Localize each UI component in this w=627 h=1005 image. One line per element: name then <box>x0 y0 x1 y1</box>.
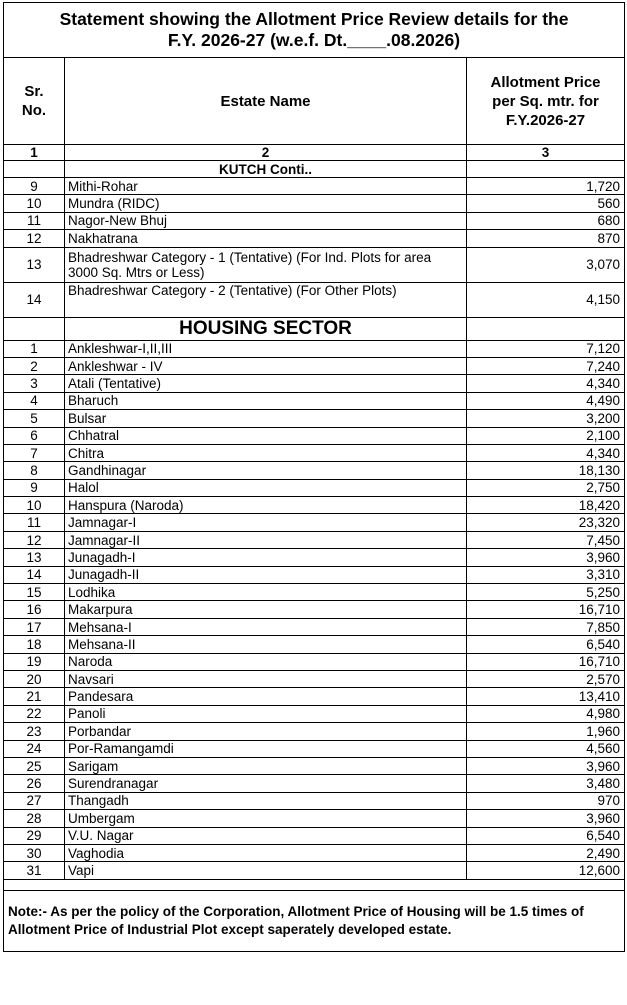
estate-name-cell: Nagor-New Bhuj <box>65 212 467 229</box>
sr-no-cell: 9 <box>4 178 65 195</box>
kutch-estate-row <box>4 230 625 247</box>
estate-name-cell: Surendranagar <box>65 775 467 792</box>
housing-estate-row <box>4 618 625 635</box>
sr-no-cell: 15 <box>4 584 65 601</box>
allotment-price-cell: 2,570 <box>467 670 625 687</box>
kutch-section-row <box>4 161 625 178</box>
allotment-price-cell: 7,240 <box>467 357 625 374</box>
estate-name-cell: Navsari <box>65 670 467 687</box>
housing-estate-row <box>4 827 625 844</box>
allotment-price-cell: 2,750 <box>467 479 625 496</box>
sr-no-cell: 11 <box>4 212 65 229</box>
sr-no-cell: 31 <box>4 862 65 879</box>
allotment-price-cell: 5,250 <box>467 584 625 601</box>
sr-no-cell: 20 <box>4 670 65 687</box>
housing-estate-row <box>4 340 625 357</box>
estate-name-cell: Mehsana-I <box>65 618 467 635</box>
estate-name-cell: Thangadh <box>65 792 467 809</box>
document-page <box>3 2 624 952</box>
estate-name-cell: Panoli <box>65 705 467 722</box>
allotment-price-cell: 13,410 <box>467 688 625 705</box>
allotment-price-table <box>3 2 625 952</box>
housing-section-label: HOUSING SECTOR <box>65 317 467 340</box>
housing-estate-row <box>4 479 625 496</box>
housing-estate-row <box>4 566 625 583</box>
sr-no-cell: 10 <box>4 497 65 514</box>
housing-estate-row <box>4 462 625 479</box>
allotment-price-cell: 18,420 <box>467 497 625 514</box>
allotment-price-cell: 1,720 <box>467 178 625 195</box>
kutch-estate-row <box>4 178 625 195</box>
estate-name-cell: V.U. Nagar <box>65 827 467 844</box>
estate-name-cell: Vaghodia <box>65 844 467 861</box>
allotment-price-cell: 3,200 <box>467 410 625 427</box>
estate-name-cell: Junagadh-II <box>65 566 467 583</box>
allotment-price-cell: 3,070 <box>467 247 625 282</box>
estate-name-cell: Hanspura (Naroda) <box>65 497 467 514</box>
allotment-price-cell: 16,710 <box>467 601 625 618</box>
sr-no-cell: 25 <box>4 757 65 774</box>
estate-name-cell: Gandhinagar <box>65 462 467 479</box>
sr-no-cell: 22 <box>4 705 65 722</box>
spacer-row <box>4 879 625 890</box>
header-allotment-price: Allotment Price per Sq. mtr. for F.Y.2026-27 <box>467 58 625 145</box>
estate-name-cell: Mundra (RIDC) <box>65 195 467 212</box>
estate-name-cell: Jamnagar-I <box>65 514 467 531</box>
sr-no-cell: 13 <box>4 247 65 282</box>
housing-estate-row <box>4 392 625 409</box>
header-estate-name: Estate Name <box>65 58 467 145</box>
allotment-price-cell: 2,490 <box>467 844 625 861</box>
column-number-row <box>4 145 625 161</box>
sr-no-cell: 17 <box>4 618 65 635</box>
housing-section-row <box>4 317 625 340</box>
kutch-estate-row <box>4 195 625 212</box>
estate-name-cell: Chitra <box>65 444 467 461</box>
housing-estate-row <box>4 688 625 705</box>
kutch-estate-row <box>4 247 625 282</box>
estate-name-cell: Umbergam <box>65 810 467 827</box>
allotment-price-cell: 870 <box>467 230 625 247</box>
estate-name-cell: Bharuch <box>65 392 467 409</box>
document-title <box>4 3 625 58</box>
kutch-section-label: KUTCH Conti.. <box>65 161 467 178</box>
estate-name-cell: Vapi <box>65 862 467 879</box>
allotment-price-cell: 6,540 <box>467 827 625 844</box>
allotment-price-cell: 3,480 <box>467 775 625 792</box>
housing-estate-row <box>4 653 625 670</box>
allotment-price-cell: 3,960 <box>467 757 625 774</box>
housing-estate-row <box>4 410 625 427</box>
housing-estate-row <box>4 740 625 757</box>
sr-no-cell: 14 <box>4 566 65 583</box>
housing-estate-row <box>4 792 625 809</box>
sr-no-cell: 5 <box>4 410 65 427</box>
title-line-2: F.Y. 2026-27 (w.e.f. Dt.____.08.2026) <box>167 30 461 50</box>
sr-no-cell: 2 <box>4 357 65 374</box>
estate-name-cell: Bulsar <box>65 410 467 427</box>
sr-no-cell: 8 <box>4 462 65 479</box>
sr-no-cell: 4 <box>4 392 65 409</box>
allotment-price-cell: 7,120 <box>467 340 625 357</box>
estate-name-cell: Ankleshwar-I,II,III <box>65 340 467 357</box>
sr-no-cell: 13 <box>4 549 65 566</box>
allotment-price-cell: 3,310 <box>467 566 625 583</box>
estate-name-cell: Nakhatrana <box>65 230 467 247</box>
estate-name-cell: Mithi-Rohar <box>65 178 467 195</box>
allotment-price-cell: 18,130 <box>467 462 625 479</box>
housing-estate-row <box>4 584 625 601</box>
housing-estate-row <box>4 810 625 827</box>
housing-estate-row <box>4 375 625 392</box>
allotment-price-cell: 12,600 <box>467 862 625 879</box>
sr-no-cell: 18 <box>4 636 65 653</box>
column-number-1: 1 <box>4 145 65 161</box>
header-sr-no: Sr. No. <box>4 58 65 145</box>
note-row <box>4 890 625 951</box>
sr-no-cell: 10 <box>4 195 65 212</box>
estate-name-cell: Halol <box>65 479 467 496</box>
sr-no-cell: 12 <box>4 531 65 548</box>
estate-name-cell: Bhadreshwar Category - 1 (Tentative) (For Ind. Plots for area 3000 Sq. Mtrs or Less) <box>65 247 467 282</box>
allotment-price-cell: 7,450 <box>467 531 625 548</box>
sr-no-cell: 26 <box>4 775 65 792</box>
estate-name-cell: Pandesara <box>65 688 467 705</box>
allotment-price-cell: 1,960 <box>467 723 625 740</box>
estate-name-cell: Naroda <box>65 653 467 670</box>
sr-no-cell: 30 <box>4 844 65 861</box>
housing-estate-row <box>4 549 625 566</box>
estate-name-cell: Jamnagar-II <box>65 531 467 548</box>
estate-name-cell: Ankleshwar - IV <box>65 357 467 374</box>
housing-estate-row <box>4 862 625 879</box>
allotment-price-cell: 4,980 <box>467 705 625 722</box>
allotment-price-cell: 16,710 <box>467 653 625 670</box>
sr-no-cell: 21 <box>4 688 65 705</box>
sr-no-cell: 14 <box>4 282 65 317</box>
allotment-price-cell: 7,850 <box>467 618 625 635</box>
housing-estate-row <box>4 636 625 653</box>
sr-no-cell: 27 <box>4 792 65 809</box>
estate-name-cell: Porbandar <box>65 723 467 740</box>
title-line-1: Statement showing the Allotment Price Review details for the <box>59 9 569 29</box>
sr-no-cell: 1 <box>4 340 65 357</box>
kutch-estate-row <box>4 282 625 317</box>
kutch-estate-row <box>4 212 625 229</box>
estate-name-cell: Chhatral <box>65 427 467 444</box>
column-number-2: 2 <box>65 145 467 161</box>
header-row <box>4 58 625 145</box>
sr-no-cell: 11 <box>4 514 65 531</box>
housing-estate-row <box>4 775 625 792</box>
housing-estate-row <box>4 844 625 861</box>
allotment-price-cell: 3,960 <box>467 549 625 566</box>
sr-no-cell: 7 <box>4 444 65 461</box>
allotment-price-cell: 2,100 <box>467 427 625 444</box>
estate-name-cell: Mehsana-II <box>65 636 467 653</box>
housing-estate-row <box>4 601 625 618</box>
sr-no-cell: 19 <box>4 653 65 670</box>
housing-estate-row <box>4 427 625 444</box>
housing-estate-row <box>4 497 625 514</box>
sr-no-cell: 6 <box>4 427 65 444</box>
estate-name-cell: Makarpura <box>65 601 467 618</box>
column-number-3: 3 <box>467 145 625 161</box>
sr-no-cell: 12 <box>4 230 65 247</box>
sr-no-cell: 28 <box>4 810 65 827</box>
estate-name-cell: Por-Ramangamdi <box>65 740 467 757</box>
allotment-price-cell: 4,150 <box>467 282 625 317</box>
estate-name-cell: Junagadh-I <box>65 549 467 566</box>
housing-estate-row <box>4 723 625 740</box>
title-row <box>4 3 625 58</box>
sr-no-cell: 16 <box>4 601 65 618</box>
estate-name-cell: Atali (Tentative) <box>65 375 467 392</box>
allotment-price-cell: 680 <box>467 212 625 229</box>
housing-estate-row <box>4 670 625 687</box>
housing-estate-row <box>4 357 625 374</box>
allotment-price-cell: 3,960 <box>467 810 625 827</box>
housing-estate-row <box>4 757 625 774</box>
estate-name-cell: Bhadreshwar Category - 2 (Tentative) (For Other Plots) <box>65 282 467 317</box>
housing-estate-row <box>4 705 625 722</box>
allotment-price-cell: 4,340 <box>467 375 625 392</box>
policy-note: Note:- As per the policy of the Corporation, Allotment Price of Housing will be 1.5 times of Allotment Price of Industrial Plot except saperately developed estate. <box>4 890 625 951</box>
allotment-price-cell: 4,490 <box>467 392 625 409</box>
estate-name-cell: Sarigam <box>65 757 467 774</box>
sr-no-cell: 3 <box>4 375 65 392</box>
estate-name-cell: Lodhika <box>65 584 467 601</box>
allotment-price-cell: 560 <box>467 195 625 212</box>
allotment-price-cell: 4,340 <box>467 444 625 461</box>
housing-estate-row <box>4 514 625 531</box>
housing-estate-row <box>4 444 625 461</box>
sr-no-cell: 9 <box>4 479 65 496</box>
allotment-price-cell: 6,540 <box>467 636 625 653</box>
allotment-price-cell: 970 <box>467 792 625 809</box>
housing-estate-row <box>4 531 625 548</box>
sr-no-cell: 23 <box>4 723 65 740</box>
allotment-price-cell: 23,320 <box>467 514 625 531</box>
sr-no-cell: 29 <box>4 827 65 844</box>
sr-no-cell: 24 <box>4 740 65 757</box>
allotment-price-cell: 4,560 <box>467 740 625 757</box>
